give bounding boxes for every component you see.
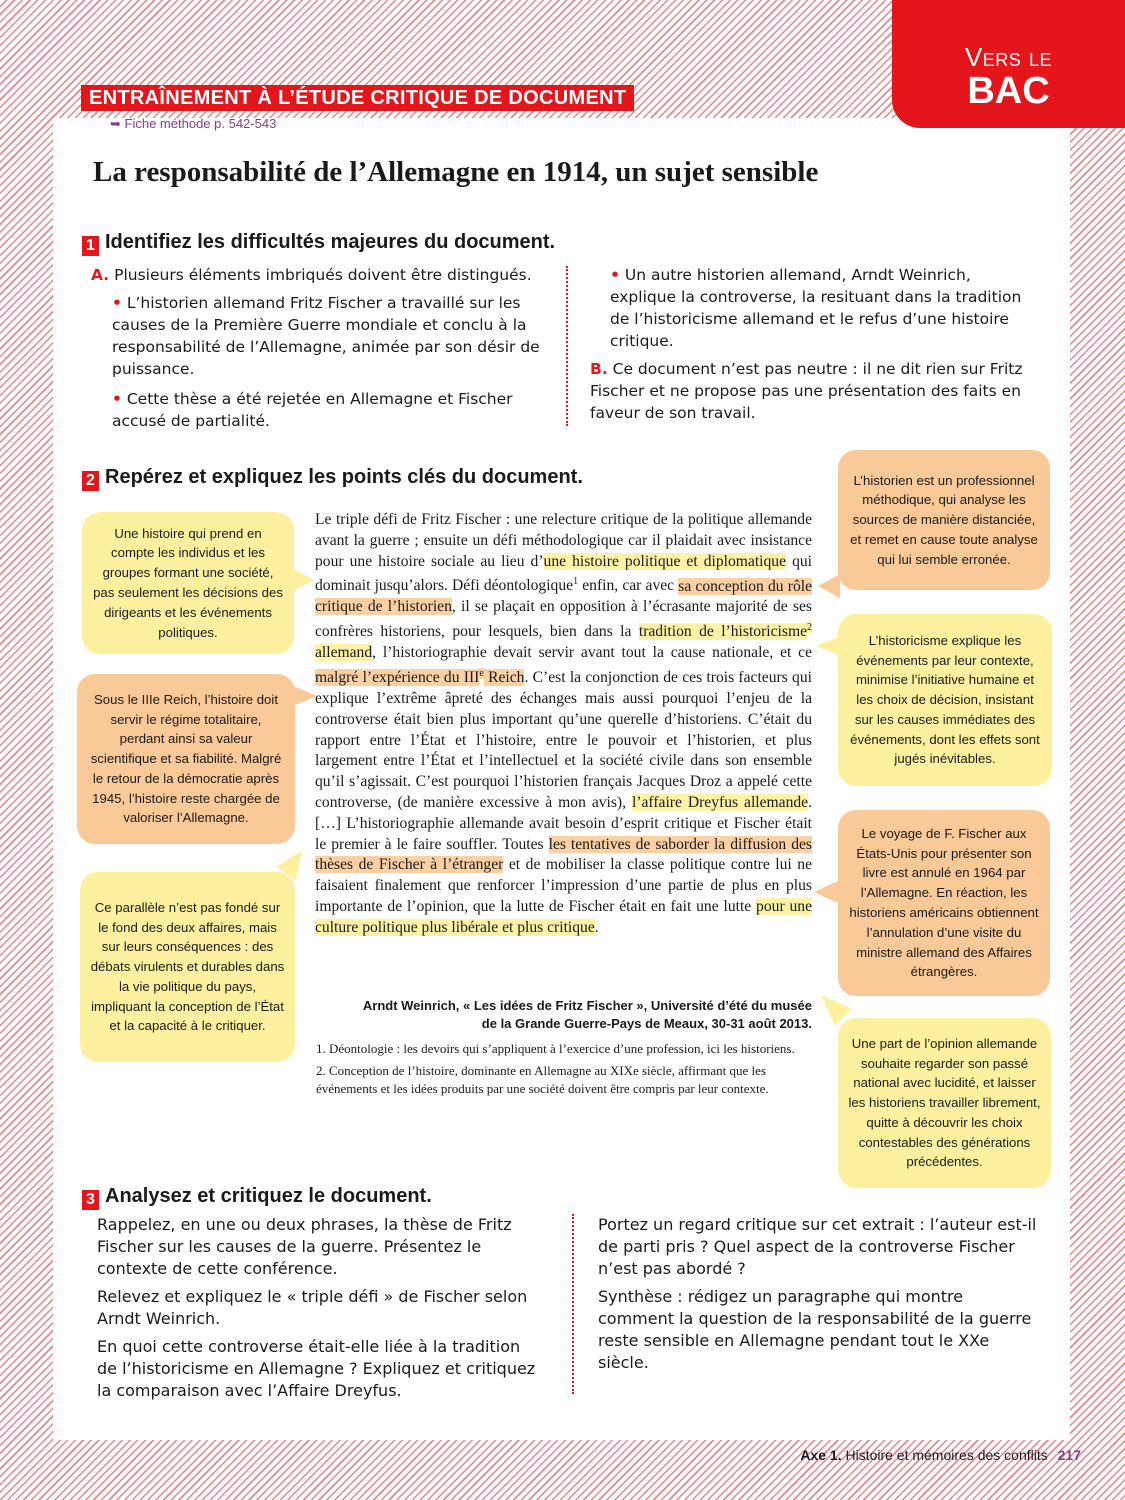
step1-bullet1: [112, 292, 551, 380]
bac-tab-line1: Vers le: [964, 42, 1053, 72]
step3-col-left: [97, 1214, 537, 1402]
page-title: La responsabilité de l’Allemagne en 1914, un sujet sensible: [93, 156, 819, 188]
annotation-bubble-left1: [82, 512, 294, 654]
bullet-icon: •: [112, 294, 122, 312]
doc-text: enfin, car avec: [578, 577, 679, 595]
arrow-icon: ➥: [110, 116, 121, 131]
document-excerpt: [315, 510, 812, 939]
step2-heading: [82, 466, 583, 491]
step1-point-a: [91, 264, 551, 286]
bubble-tail: [292, 568, 314, 592]
footnote-1: 1. Déontologie : les devoirs qui s’appliquent à l’exercice d’une profession, ici les historiens.: [316, 1041, 795, 1056]
step1-a-letter: A.: [91, 266, 110, 284]
step3-heading: [82, 1185, 432, 1210]
doc-highlight-orange: sa conception du rôle critique de l’historien: [315, 577, 812, 616]
step1-col-right: [590, 264, 1030, 424]
step1-bullet3: [610, 264, 1030, 352]
doc-highlight-orange: Reich: [483, 669, 525, 687]
annotation-bubble-left3: [80, 872, 295, 1062]
doc-highlight-yellow: l’affaire Dreyfus allemande: [631, 793, 809, 811]
step1-heading-text: Identifiez les difficultés majeures du document.: [105, 231, 556, 253]
step1-col-left: [91, 264, 551, 432]
step1-b-text: Ce document n’est pas neutre : il ne dit rien sur Fritz Fischer et ne propose pas une présentation des faits en faveur de son travail.: [590, 360, 1023, 422]
step3-question1: Rappelez, en une ou deux phrases, la thèse de Fritz Fischer sur les causes de la guerre. Présentez le contexte de cette conférence.: [97, 1215, 512, 1278]
step3-question2: Relevez et expliquez le « triple défi » de Fischer selon Arndt Weinrich.: [97, 1287, 528, 1328]
bac-tab-line2: BAC: [967, 70, 1050, 112]
annotation-bubble-right3: [838, 810, 1050, 996]
doc-text: qui dominait jusqu’alors. Défi déontologique: [315, 552, 812, 595]
bubble-tail: [814, 880, 840, 904]
bubble-text: Le voyage de F. Fischer aux États-Unis pour présenter son livre est annulé en 1964 par l’Allemagne. En réaction, les historiens américains obtiennent l’annulation d’une visite du ministre allemand des Affaires étrangères.: [849, 825, 1039, 980]
source-line2: de la Grande Guerre-Pays de Meaux, 30-31 août 2013.: [481, 1016, 812, 1031]
step1-point-b: [590, 358, 1030, 424]
bubble-text: Sous le IIIe Reich, l’histoire doit servir le régime totalitaire, perdant ainsi sa valeur scientifique et sa fiabilité. Malgré le retour de la démocratie après 1945, l’histoire reste chargée de valoriser l’Allemagne.: [90, 691, 282, 826]
annotation-bubble-right4: [838, 1018, 1051, 1188]
step1-bullet2-text: Cette thèse a été rejetée en Allemagne et Fischer accusé de partialité.: [112, 390, 513, 430]
step1-divider: [566, 266, 568, 426]
step1-heading: [82, 231, 555, 256]
bubble-text: Une part de l’opinion allemande souhaite regarder son passé national avec lucidité, et laisser les historiens travailler librement, quitte à découvrir les choix contestables des générations précédentes.: [848, 1035, 1041, 1170]
step3-col-right: [598, 1214, 1038, 1374]
doc-highlight-yellow: une histoire politique et diplomatique: [543, 552, 787, 570]
step3-question5: Synthèse : rédigez un paragraphe qui montre comment la question de la responsabilité de la guerre reste sensible en Allemagne pendant tout le XXe siècle.: [598, 1287, 1032, 1372]
step1-a-text: Plusieurs éléments imbriqués doivent être distingués.: [114, 266, 532, 284]
doc-highlight-orange: les tentatives de saborder la diffusion des thèses de Fischer à l’étranger: [315, 835, 812, 874]
step2-number: 2: [82, 471, 99, 491]
footer-axe: Axe 1.: [800, 1447, 842, 1463]
footer-label: Histoire et mémoires des conflits: [845, 1447, 1048, 1463]
document-source: [318, 997, 812, 1033]
page-footer: [800, 1447, 1081, 1463]
step1-bullet1-text: L’historien allemand Fritz Fischer a travaillé sur les causes de la Première Guerre mondiale et conclu à la responsabilité de l’Allemagne, animée par son désir de puissance.: [112, 294, 540, 378]
fiche-methode-label: Fiche méthode p. 542-543: [124, 116, 277, 131]
bubble-text: Une histoire qui prend en compte les individus et les groupes formant une société, pas seulement les décisions des dirigeants et les événements politiques.: [93, 525, 283, 640]
source-line1: Arndt Weinrich, « Les idées de Fritz Fischer », Université d’été du musée: [362, 998, 812, 1013]
fiche-methode-link[interactable]: [110, 116, 276, 132]
doc-highlight-yellow: tradition de l’historicisme: [638, 623, 807, 641]
step1-bullet3-text: Un autre historien allemand, Arndt Weinrich, explique la controverse, la resituant dans la tradition de l’historicisme allemand et le refus d’une histoire critique.: [610, 266, 1022, 350]
doc-text: et de mobiliser la classe politique contre lui ne faisaient finalement que renforcer l’impression d’une partie de plus en plus importante de l’opinion, que la lutte de Fischer était en fait une lutte: [315, 856, 812, 915]
step1-b-letter: B.: [590, 360, 608, 378]
doc-highlight-orange: malgré l’expérience du III: [315, 669, 480, 687]
bubble-text: Ce parallèle n’est pas fondé sur le fond des deux affaires, mais sur leurs conséquences : des débats virulents et durables dans la vie politique du pays, impliquant la conception de l’État et la capacité à le critiquer.: [90, 899, 285, 1034]
page-number: 217: [1057, 1447, 1081, 1463]
bubble-text: L’historicisme explique les événements par leur contexte, minimise l’initiative humaine et les choix de décision, insistant sur les causes immédiates des événements, dont les effets sont jugés inévitables.: [850, 632, 1040, 767]
doc-text: .: [594, 918, 599, 936]
doc-text: , il se plaçait en opposition à l’écrasante majorité de ses confrères historiens, pour lesquels, bien dans la: [315, 598, 812, 641]
doc-highlight-yellow: allemand: [315, 644, 373, 662]
step1-number: 1: [82, 236, 99, 256]
annotation-bubble-right2: [838, 614, 1052, 786]
vers-le-bac-tab: [892, 0, 1125, 128]
doc-text: , l’historiographie devait servir avant tout la cause nationale, et ce: [372, 644, 812, 662]
doc-highlight-yellow: pour une culture politique plus libérale et plus critique: [315, 897, 812, 936]
annotation-bubble-left2: [77, 674, 295, 844]
footnote-2: 2. Conception de l’histoire, dominante en Allemagne au XIXe siècle, affirmant que les événements et les idées produits par une société doivent être compris par leur contexte.: [316, 1063, 769, 1096]
step3-divider: [572, 1214, 574, 1394]
doc-text: . C’est la conjonction de ces trois facteurs qui explique l’extrême âpreté des échanges mais aussi pourquoi l’enjeu de la controverse était bien plus important qu’une querelle d’historiens. C’était du rapport entre l’État et l’histoire, entre le pouvoir et l’historien, et plus largement entre l’État et l’intellectuel et la société civile dans son ensemble qu’il s’agissait. C’est pourquoi l’historien français Jacques Droz a appelé cette controverse, (de manière excessive à mon avis),: [315, 669, 812, 811]
step3-number: 3: [82, 1190, 99, 1210]
step3-question4: Portez un regard critique sur cet extrait : l’auteur est-il de parti pris ? Quel aspect de la controverse Fischer n’est pas abordé ?: [598, 1215, 1037, 1278]
bullet-icon: •: [610, 266, 620, 284]
step3-heading-text: Analysez et critiquez le document.: [105, 1185, 432, 1207]
footnote-ref: 2: [807, 622, 812, 634]
step2-heading-text: Repérez et expliquez les points clés du document.: [105, 466, 583, 488]
doc-text: Le triple défi de Fritz Fischer : une relecture critique de la politique allemande avant la guerre ; ensuite un défi méthodologique car il plaidait avec insistance pour une histoire sociale au lieu d’: [315, 511, 812, 570]
doc-text: . […] L’historiographie allemande avait besoin d’esprit critique et Fischer était le premier à le faire souffler. Toutes: [315, 793, 812, 853]
annotation-bubble-right1: [838, 450, 1050, 590]
bubble-text: L’historien est un professionnel méthodique, qui analyse les sources de manière distanciée, et remet en cause toute analyse qui lui semble erronée.: [850, 472, 1038, 567]
superscript: e: [479, 667, 484, 679]
bubble-tail: [293, 686, 317, 706]
bubble-tail: [816, 636, 840, 656]
step3-question3: En quoi cette controverse était-elle liée à la tradition de l’historicisme en Allemagne ? Expliquez et critiquez la comparaison avec l’Affaire Dreyfus.: [97, 1337, 536, 1400]
step1-bullet2: [112, 388, 551, 432]
footnote-ref: 1: [573, 576, 579, 588]
section-banner: ENTRAÎNEMENT À L’ÉTUDE CRITIQUE DE DOCUMENT: [81, 85, 634, 111]
bullet-icon: •: [112, 390, 122, 408]
footnotes: [316, 1040, 811, 1102]
bubble-tail: [818, 574, 840, 598]
